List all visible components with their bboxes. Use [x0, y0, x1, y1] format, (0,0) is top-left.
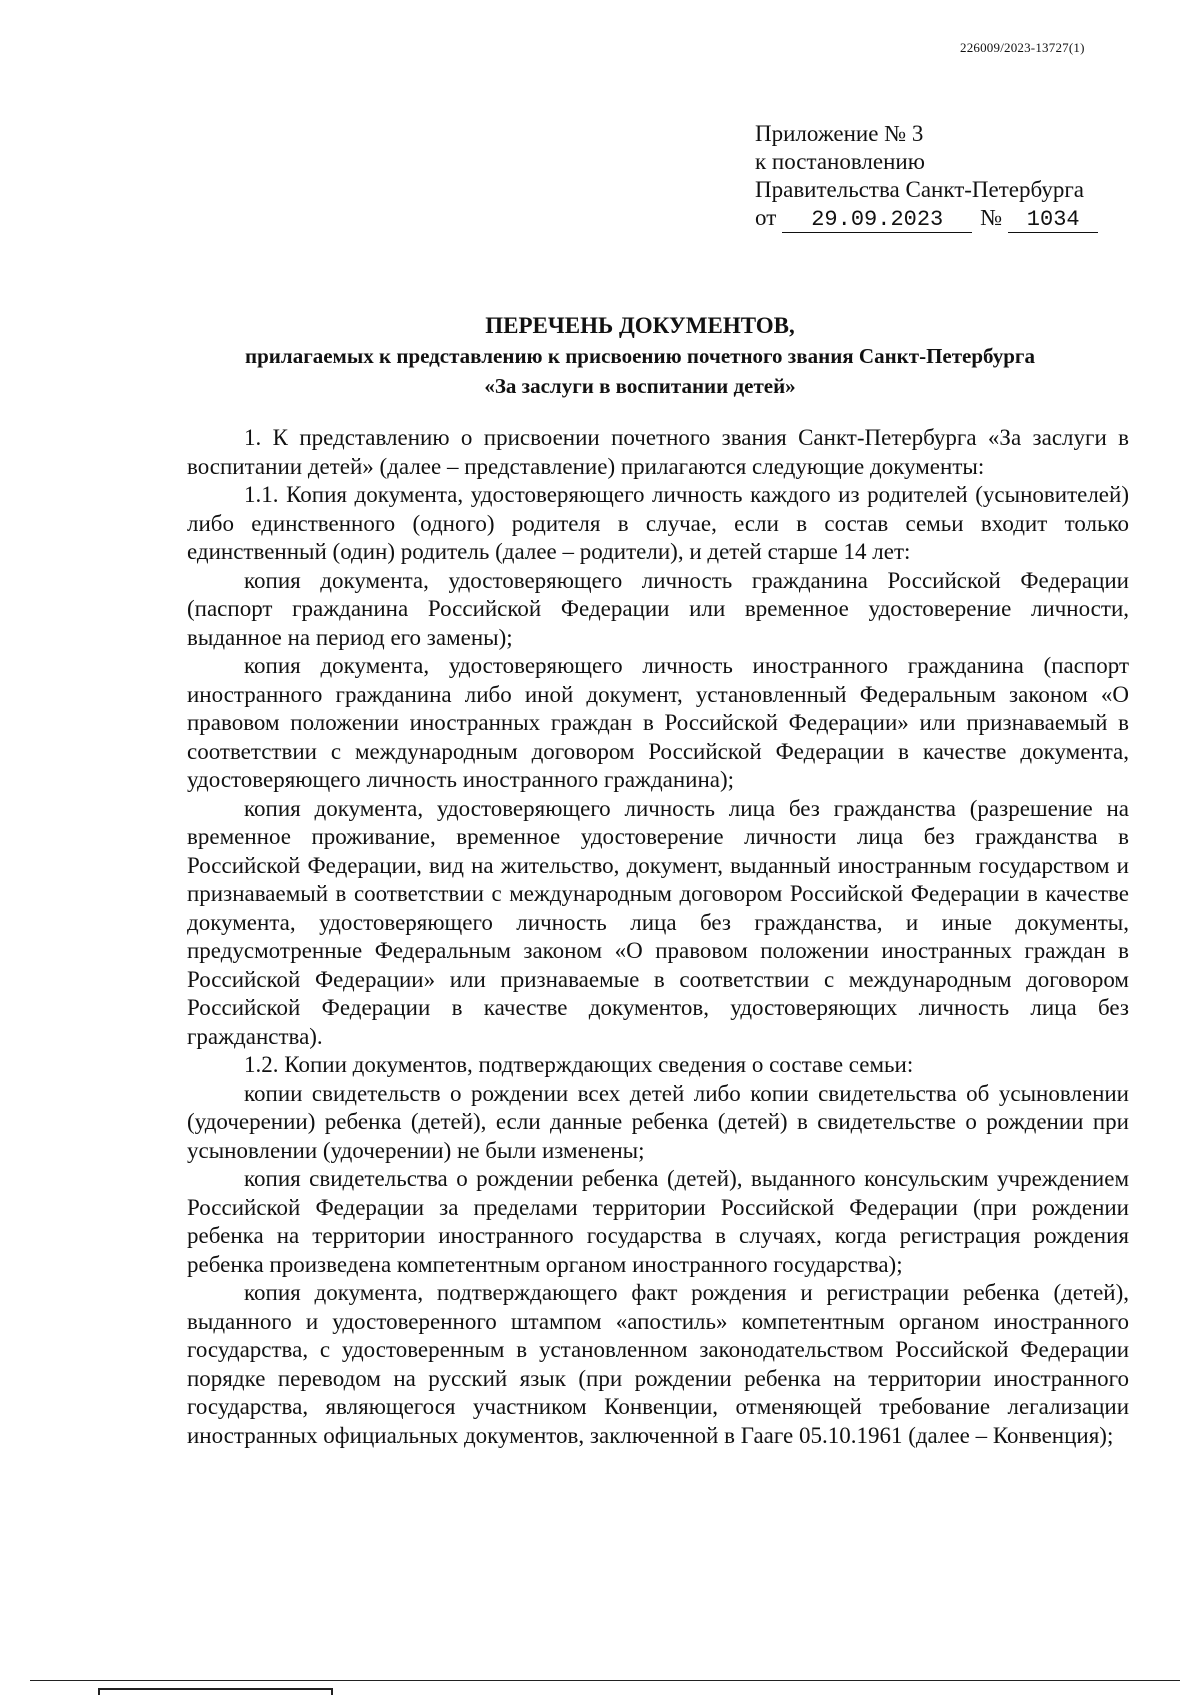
paragraph: копии свидетельств о рождении всех детей либо копии свидетельства об усыновлении (удочерении) ребенка (детей), если данные ребенка (детей) в свидетельстве о рождении при усыновлении (удочерении) не были изменены; — [187, 1080, 1129, 1163]
title-line-2: прилагаемых к представлению к присвоению почетного звания Санкт-Петербурга — [245, 344, 1035, 368]
resolution-number: 1034 — [1008, 208, 1098, 233]
paragraph: 1.2. Копии документов, подтверждающих сведения о составе семьи: — [244, 1052, 914, 1077]
title-line-1: ПЕРЕЧЕНЬ ДОКУМЕНТОВ, — [485, 313, 795, 338]
number-sign: № — [980, 205, 1003, 230]
paragraph: копия свидетельства о рождении ребенка (детей), выданного консульским учреждением Российской Федерации за пределами территории Российской Федерации (при рождении ребенка на территории иностранного государства в случаях, когда регистрация рождения ребенка произведена компетентным органом иностранного государства); — [187, 1166, 1129, 1277]
paragraph: копия документа, удостоверяющего личность лица без гражданства (разрешение на временное проживание, временное удостоверение личности лица без гражданства в Российской Федерации, вид на жительство, документ, выданный иностранным государством и признаваемый в соответствии с международным договором Российской Федерации в качестве документа, удостоверяющего личность лица без гражданства, и иные документы, предусмотренные Федеральным законом «О правовом положении иностранных граждан в Российской Федерации» или признаваемые в соответствии с международным договором Российской Федерации в качестве документов, удостоверяющих личность лица без гражданства). — [187, 795, 1129, 1049]
paragraph: 1. К представлению о присвоении почетного звания Санкт-Петербурга «За заслуги в воспитании детей» (далее – представление) прилагаются следующие документы: — [187, 425, 1129, 479]
paragraph: копия документа, подтверждающего факт рождения и регистрации ребенка (детей), выданного и удостоверенного штампом «апостиль» компетентным органом иностранного государства, с удостоверенным в установленном законодательством Российской Федерации порядке переводом на русский язык (при рождении ребенка на территории иностранного государства, являющегося участником Конвенции, отменяющей требование легализации иностранных официальных документов, заключенной в Гааге 05.10.1961 (далее – Конвенция); — [187, 1280, 1129, 1448]
appendix-line-1: Приложение № 3 — [755, 121, 924, 146]
document-title — [160, 311, 1120, 401]
from-label: от — [755, 205, 777, 230]
paragraph: копия документа, удостоверяющего личность гражданина Российской Федерации (паспорт гражданина Российской Федерации или временное удостоверение личности, выданное на период его замены); — [187, 567, 1129, 650]
paragraph: копия документа, удостоверяющего личность иностранного гражданина (паспорт иностранного гражданина либо иной документ, установленный Федеральным законом «О правовом положении иностранных граждан в Российской Федерации» или признаваемый в соответствии с международным договором Российской Федерации в качестве документа, удостоверяющего личность иностранного гражданина); — [187, 653, 1129, 792]
footer-divider — [30, 1680, 1180, 1681]
appendix-date-row — [755, 204, 1098, 233]
document-body — [187, 424, 1129, 1450]
appendix-header — [755, 120, 1098, 233]
paragraph: 1.1. Копия документа, удостоверяющего личность каждого из родителей (усыновителей) либо единственного (одного) родителя в случае, если в состав семьи входит только единственный (один) родитель (далее – родители), и детей старше 14 лет: — [187, 482, 1129, 564]
resolution-date: 29.09.2023 — [782, 208, 972, 233]
document-registration-number: 226009/2023-13727(1) — [960, 40, 1085, 55]
appendix-line-3: Правительства Санкт-Петербурга — [755, 177, 1084, 202]
footer-box — [98, 1688, 333, 1695]
appendix-line-2: к постановлению — [755, 149, 925, 174]
title-line-3: «За заслуги в воспитании детей» — [484, 374, 796, 398]
